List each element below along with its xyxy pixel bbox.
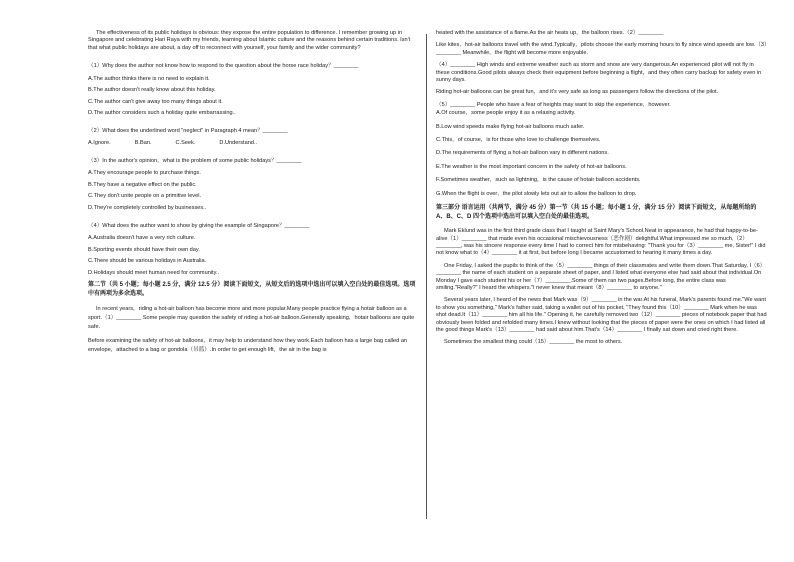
cloze-paragraph: Mark Eklund was in the first third grade class that I taught at Saint Mary's School.Neat in appearance, he had that happy-to-be-alive（1）________ that made even his occasional mischievousness（恶作剧）delightful.What impressed me so much,（2）________, was his sincere response every time I had to correct him for misbehaving: "Thank you for（3）________ me, Sister!" I did not know what to（4）________ it at first, but before long I became accustomed to hearing it many times a day. xyxy=(436,228,766,257)
question-3-option: B.They have a negative effect on the public. xyxy=(88,181,197,188)
question-3-option: C.They don't unite people on a primitive level. xyxy=(88,193,202,200)
section-2-heading: 第二节（共 5 小题；每小题 2.5 分，满分 12.5 分）阅读下面短文，从短文后的选项中选出可以填入空白处的最佳选项。选项中有两项为多余选项。 xyxy=(88,282,416,298)
question-3-option: D.They're completely controlled by businesses.. xyxy=(88,205,207,211)
question-2-stem: （2）What does the underlined word "neglect" in Paragraph 4 mean？________ xyxy=(88,128,288,134)
passage-paragraph: （4）________ High winds and extreme weather such as storm and snow are very dangerous.An experienced pilot will not fly in these conditions.Good pilots always check their equipment before beginning a flight，and they often carry backup for safety even in sunny days. xyxy=(436,62,762,84)
part-3-heading: 第三部分 语言运用（共两节，满分 45 分）第一节（共 15 小题；每小题 1 分，满分 15 分）阅读下面短文，从每题所给的 A、B、C、D 四个选项中选出可以填入空白处的最佳选项。 xyxy=(436,205,757,221)
cloze-paragraph: One Friday, I asked the pupils to think of the（5）________ things of their classmates and write them down.That Saturday, I（6）________ the name of each student on a separate sheet of paper, and I listed what everyone else had said about that individual.On Monday I gave each student his or her（7）________.Some of them ran two pages.Before long, the entire class was smiling."Really?" I heard the whispers."I never knew that meant（8）________ to anyone." xyxy=(436,262,766,291)
column-divider xyxy=(426,34,427,519)
right-column xyxy=(436,30,768,352)
passage-option: A.Of course，some people enjoy it as a relaxing activity. xyxy=(436,110,576,117)
passage-paragraph: Like kites，hot-air balloons travel with the wind.Typically，pilots choose the early morning hours to fly since wind speeds are low.（3）________ Meanwhile，the flight will become more enjoyable. xyxy=(436,42,767,56)
question-2-option: A.Ignore. xyxy=(88,140,111,147)
question-4-stem: （4）What does the author want to show by giving the example of Singapore？________ xyxy=(88,222,310,229)
question-2-option: C.Seek. xyxy=(175,140,196,147)
question-1-option: C.The author can't give away too many things about it. xyxy=(88,98,223,105)
passage-option: F.Sometimes weather，such as lightning，is the cause of hotair balloon accidents. xyxy=(436,177,641,184)
cloze-paragraph: Sometimes the smallest thing could（15）________ the most to others. xyxy=(444,339,623,346)
passage-option: G.When the flight is over，the pilot slowly lets out air to allow the balloon to drop. xyxy=(436,190,637,197)
passage-paragraph: In recent years，riding a hot-air balloon has become more and more popular.Many people practice flying a hotair balloon as a sport.（1）________ Some people may question the safety of riding a hot-air balloon.Generally speaking，hotair balloons are quite safe. xyxy=(88,306,415,331)
question-2-option: D.Understand.. xyxy=(219,140,258,147)
passage-option: C.This，of course，is for those who love to challenge themselves. xyxy=(436,137,601,144)
intro-paragraph: The effectiveness of its public holidays is obvious: they expose the entire population to difference. I remember growing up in Singapore and celebrating Hari Raya with my friends, learning about Islamic culture and the reasons behind certain traditions. Isn't that what public holidays are about, a day off to reconnect with yourself, your family and the wider community? xyxy=(88,30,411,51)
question-3-stem: （3）In the author's opinion，what is the problem of some public holidays？________ xyxy=(88,157,302,164)
cloze-paragraph: Several years later, I heard of the news that Mark was（9）________ in the war.At his funeral, Mark's parents found me."We want to show you something," Mark's father said, taking a wallet out of his pocket, "They found this（10）________ Mark when he was shot dead.It（11）________ him all his life." Opening it, he carefully removed two（12）________ pieces of notebook paper that had obviously been folded and refolded many times.I knew without looking that the pieces of paper were the ones on which I had listed all the good things Mark's（13）________ had said about him.That's（14）________ I finally sat down and cried right there. xyxy=(436,297,767,333)
question-2-options xyxy=(88,140,418,147)
question-1-option: D.The author considers such a holiday quite embarrassing.. xyxy=(88,110,236,117)
question-4-option: C.There should be various holidays in Australia. xyxy=(88,258,207,265)
question-1-option: A.The author thinks there is no need to explain it. xyxy=(88,75,210,82)
question-3-option: A.They encourage people to purchase things. xyxy=(88,170,201,177)
question-2-option: B.Ban. xyxy=(134,140,152,147)
passage-option: B.Low wind speeds make flying hot-air balloons much safer. xyxy=(436,123,585,130)
question-1-option: B.The author doesn't really know about this holiday. xyxy=(88,87,216,94)
passage-paragraph: （5）________ People who have a fear of heights may want to skip the experience，however. xyxy=(436,101,671,108)
question-4-option: D.Holidays should meet human need for community.. xyxy=(88,269,220,276)
left-column xyxy=(88,30,418,360)
passage-paragraph: Before examining the safety of hot-air balloons，it may help to understand how they work.Each balloon has a large bag called an envelope，attached to a bag or gondola（吊篮）.In order to get enough lift，the air in the bag is xyxy=(88,338,408,354)
passage-option: E.The weather is the most important concern in the safety of hot-air balloons. xyxy=(436,163,627,170)
passage-paragraph: heated with the assistance of a flame.As the air heats up，the balloon rises.（2）________ xyxy=(436,30,664,36)
question-4-option: A.Australia doesn't have a very rich culture. xyxy=(88,235,196,241)
passage-option: D.The requirements of flying a hot-air balloon vary in different nations. xyxy=(436,150,609,157)
question-1-stem: （1）Why does the author not know how to respond to the question about the horse race holiday？________ xyxy=(88,63,359,70)
question-4-option: B.Sporting events should have their own day. xyxy=(88,246,200,253)
passage-paragraph: Riding hot-air balloons can be great fun，and it's very safe as long as passengers follow the directions of the pilot. xyxy=(436,89,719,96)
